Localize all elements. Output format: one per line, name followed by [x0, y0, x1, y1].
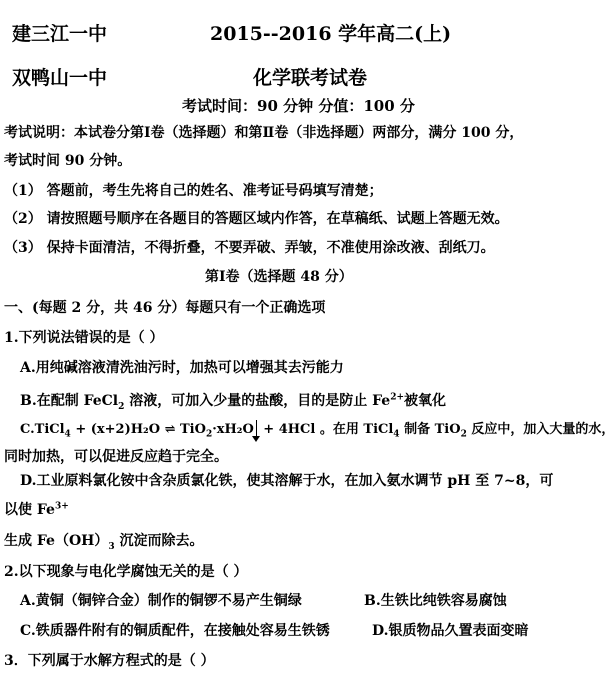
exam-title: 化学联考试卷	[253, 67, 368, 89]
down-arrow-icon	[256, 420, 257, 440]
question-1-option-d-line-3: 生成 $Fe(OH)_3$ 沉淀而除去。	[4, 533, 204, 552]
question-1-option-c: C.TiCl$_4$ + (x+2)H₂O ⇌ TiO$_2$·xH₂O + 4HCl 。在用 TiCl$_4$ 制备 TiO$_2$ 反应中，加入大量的水，	[20, 418, 614, 440]
school-name-2: 双鸭山一中	[12, 67, 108, 89]
question-1-stem: 1.下列说法错误的是（ ）	[4, 330, 164, 346]
question-2-option-a: A.黄铜（铜锌合金）制作的铜锣不易产生铜绿	[20, 593, 302, 609]
question-2-option-d: D.银质物品久置表面变暗	[372, 623, 529, 639]
instructions-line-1: 考试说明：本试卷分第Ⅰ卷（选择题）和第Ⅱ卷（非选择题）两部分，满分 100 分，	[4, 125, 524, 141]
instruction-item-2: （2） 请按照题号顺序在各题目的答题区域内作答，在草稿纸、试题上答题无效。	[4, 211, 509, 227]
instructions-line-2: 考试时间 90 分钟。	[4, 153, 132, 169]
academic-year: 2015--2016 学年高二(上)	[210, 23, 452, 45]
question-2-stem: 2.以下现象与电化学腐蚀无关的是（ ）	[4, 564, 248, 580]
question-2-option-b: B.生铁比纯铁容易腐蚀	[364, 593, 507, 609]
exam-time-score: 考试时间：90 分钟 分值：100 分	[182, 97, 415, 115]
question-1-option-d-line-2: 以使 $Fe^{3+}$	[4, 501, 69, 518]
part-heading: 一、(每题 2 分，共 46 分）每题只有一个正确选项	[4, 300, 326, 316]
question-1-option-d-line-1: D.工业原料氯化铵中含杂质氯化铁，使其溶解于水，在加入氨水调节 pH 至 7~8，可	[20, 473, 554, 489]
question-1-option-b: B.在配制 FeCl$_2$ 溶液，可加入少量的盐酸，目的是防止 $Fe^{2+}$被氧化	[20, 392, 447, 412]
instruction-item-1: （1） 答题前，考生先将自己的姓名、准考证号码填写清楚；	[4, 183, 383, 199]
section-title: 第Ⅰ卷（选择题 48 分）	[205, 269, 353, 285]
question-1-option-c-line-2: 同时加热，可以促进反应趋于完全。	[4, 449, 228, 465]
question-3-stem: 3．下列属于水解方程式的是（ ）	[4, 653, 215, 669]
question-2-option-c: C.铁质器件附有的铜质配件，在接触处容易生铁锈	[20, 623, 330, 639]
question-1-option-a: A.用纯碱溶液清洗油污时，加热可以增强其去污能力	[20, 360, 344, 376]
instruction-item-3: （3） 保持卡面清洁，不得折叠，不要弄破、弄皱，不准使用涂改液、刮纸刀。	[4, 240, 495, 256]
school-name-1: 建三江一中	[12, 23, 108, 45]
